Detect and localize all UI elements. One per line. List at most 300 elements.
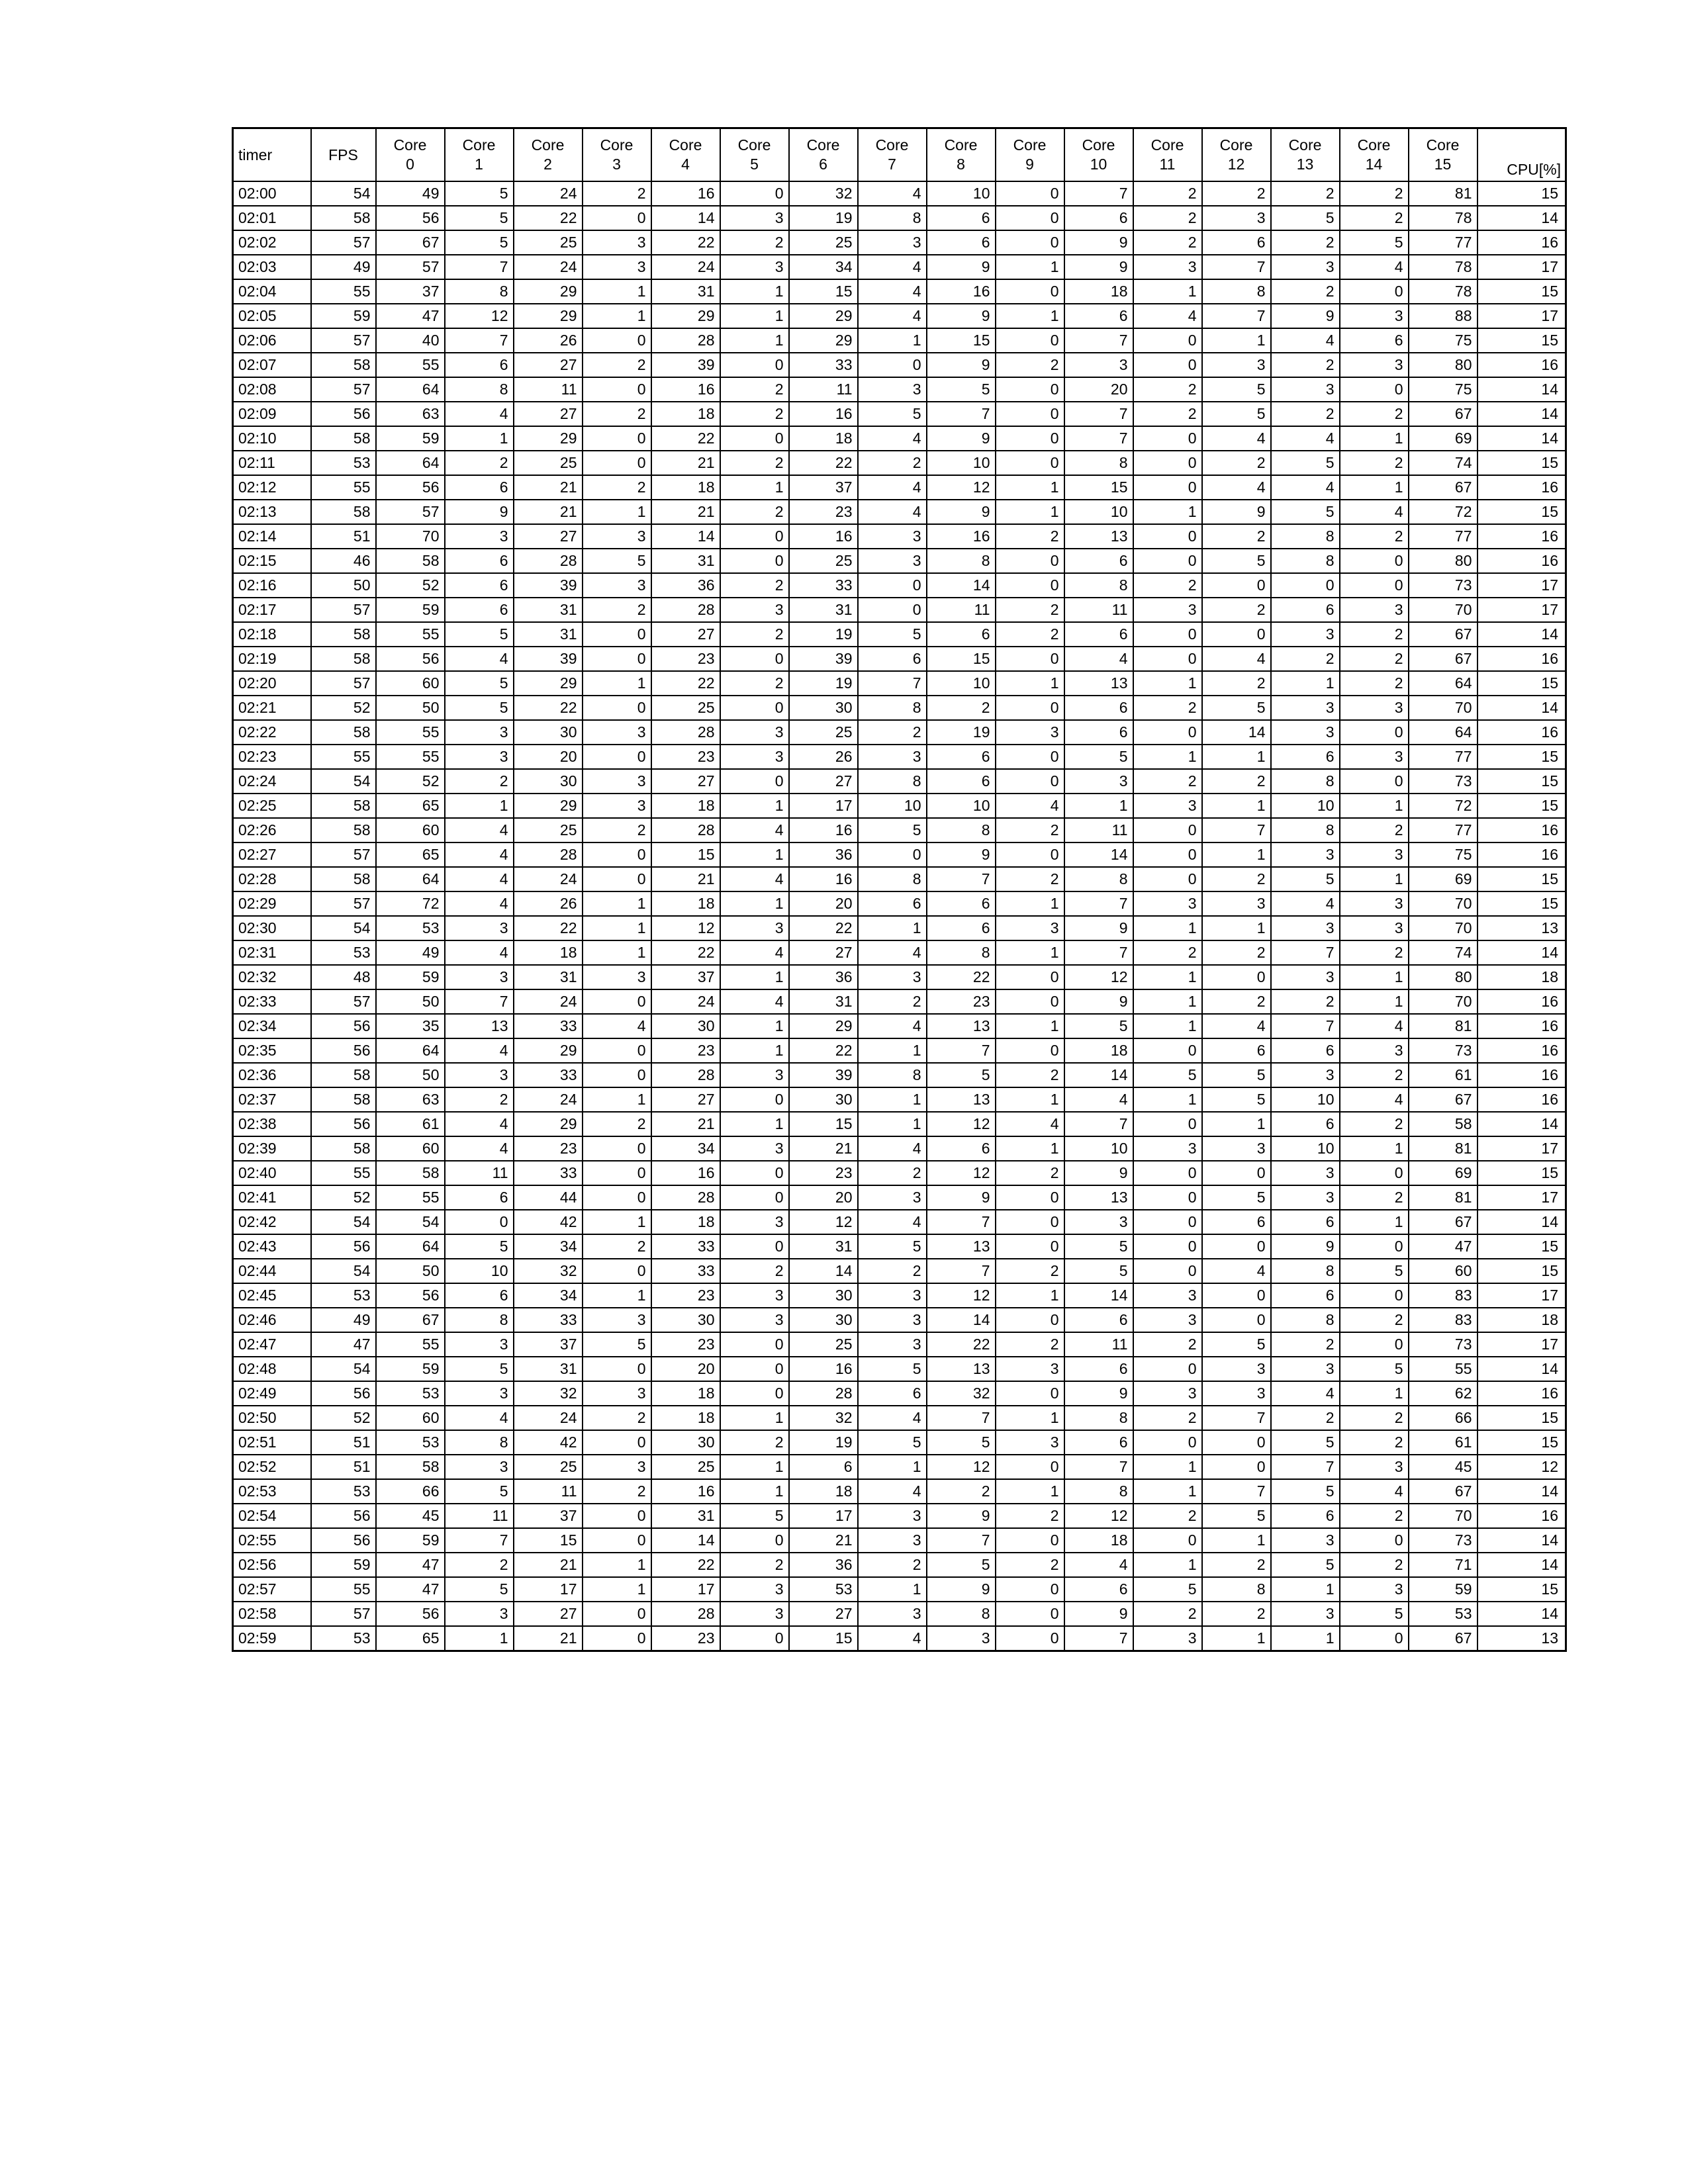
table-row — [233, 940, 1566, 965]
cell-core-4: 28 — [651, 1063, 720, 1087]
cell-core-13: 2 — [1271, 353, 1340, 377]
cell-core-8: 9 — [927, 842, 996, 867]
cell-cpu: 15 — [1477, 1259, 1566, 1283]
cell-core-11: 0 — [1133, 475, 1202, 500]
cell-core-4: 20 — [651, 1357, 720, 1381]
column-header-core-9 — [996, 128, 1064, 182]
cell-core-10: 7 — [1064, 328, 1133, 353]
cell-core-4: 18 — [651, 402, 720, 426]
cell-core-15: 70 — [1409, 1504, 1477, 1528]
cell-core-7: 3 — [858, 1185, 927, 1210]
cell-cpu: 14 — [1477, 377, 1566, 402]
cell-cpu: 15 — [1477, 1406, 1566, 1430]
cell-core-2: 29 — [514, 1038, 583, 1063]
cell-core-6: 27 — [789, 769, 858, 794]
cell-core-0: 58 — [376, 1455, 445, 1479]
cell-core-2: 31 — [514, 598, 583, 622]
cell-core-2: 20 — [514, 745, 583, 769]
cell-cpu: 15 — [1477, 1577, 1566, 1602]
cell-core-6: 30 — [789, 1308, 858, 1332]
cell-core-4: 23 — [651, 1038, 720, 1063]
cell-core-10: 20 — [1064, 377, 1133, 402]
cell-core-3: 0 — [583, 989, 651, 1014]
cell-core-11: 4 — [1133, 304, 1202, 328]
cell-core-4: 17 — [651, 1577, 720, 1602]
cell-core-9: 0 — [996, 1455, 1064, 1479]
cell-core-1: 3 — [445, 916, 514, 940]
cell-core-5: 0 — [720, 1185, 789, 1210]
cell-fps: 57 — [311, 1602, 376, 1626]
cell-core-7: 7 — [858, 671, 927, 696]
cell-core-4: 29 — [651, 304, 720, 328]
cell-fps: 57 — [311, 328, 376, 353]
cell-core-4: 16 — [651, 377, 720, 402]
table-row — [233, 1185, 1566, 1210]
cell-timer: 02:36 — [233, 1063, 311, 1087]
cell-core-8: 9 — [927, 255, 996, 279]
cell-core-11: 1 — [1133, 1553, 1202, 1577]
cell-cpu: 16 — [1477, 549, 1566, 573]
cell-core-12: 2 — [1202, 671, 1271, 696]
cell-core-13: 7 — [1271, 940, 1340, 965]
cell-cpu: 14 — [1477, 1112, 1566, 1136]
cell-core-0: 47 — [376, 1577, 445, 1602]
cell-core-2: 21 — [514, 1553, 583, 1577]
cell-core-6: 36 — [789, 965, 858, 989]
cell-core-10: 3 — [1064, 769, 1133, 794]
cell-core-7: 8 — [858, 696, 927, 720]
table-row — [233, 671, 1566, 696]
cell-core-10: 9 — [1064, 255, 1133, 279]
cell-timer: 02:35 — [233, 1038, 311, 1063]
cell-core-13: 4 — [1271, 328, 1340, 353]
cell-core-11: 5 — [1133, 1577, 1202, 1602]
cell-core-15: 47 — [1409, 1234, 1477, 1259]
cell-timer: 02:11 — [233, 451, 311, 475]
cell-core-2: 30 — [514, 769, 583, 794]
table-row — [233, 206, 1566, 230]
cell-core-0: 52 — [376, 573, 445, 598]
cell-core-5: 1 — [720, 1455, 789, 1479]
cell-fps: 58 — [311, 720, 376, 745]
cell-core-6: 15 — [789, 1626, 858, 1651]
cell-core-6: 17 — [789, 794, 858, 818]
cell-core-15: 81 — [1409, 1185, 1477, 1210]
cell-core-5: 1 — [720, 1406, 789, 1430]
cell-core-1: 4 — [445, 842, 514, 867]
cell-fps: 54 — [311, 916, 376, 940]
cell-timer: 02:22 — [233, 720, 311, 745]
cell-core-11: 0 — [1133, 549, 1202, 573]
cell-core-5: 3 — [720, 255, 789, 279]
cell-core-3: 3 — [583, 255, 651, 279]
cell-fps: 53 — [311, 1626, 376, 1651]
core-index-14: 14 — [1365, 156, 1383, 173]
cell-core-2: 27 — [514, 402, 583, 426]
cell-core-9: 0 — [996, 769, 1064, 794]
cell-core-9: 4 — [996, 1112, 1064, 1136]
cell-fps: 56 — [311, 1381, 376, 1406]
cell-core-2: 24 — [514, 867, 583, 891]
cell-cpu: 14 — [1477, 1357, 1566, 1381]
cell-core-2: 25 — [514, 451, 583, 475]
cell-core-4: 22 — [651, 426, 720, 451]
cell-timer: 02:15 — [233, 549, 311, 573]
cell-core-8: 8 — [927, 1602, 996, 1626]
cell-core-8: 5 — [927, 377, 996, 402]
cell-core-0: 55 — [376, 1185, 445, 1210]
cell-core-9: 1 — [996, 255, 1064, 279]
cell-core-11: 2 — [1133, 940, 1202, 965]
cell-core-1: 4 — [445, 1112, 514, 1136]
cell-cpu: 14 — [1477, 1210, 1566, 1234]
cell-core-10: 13 — [1064, 1185, 1133, 1210]
cell-core-6: 17 — [789, 1504, 858, 1528]
column-header-core-5 — [720, 128, 789, 182]
cell-cpu: 16 — [1477, 989, 1566, 1014]
cell-cpu: 17 — [1477, 1136, 1566, 1161]
cell-core-14: 5 — [1340, 1357, 1409, 1381]
cell-core-5: 2 — [720, 1553, 789, 1577]
cell-core-10: 7 — [1064, 1626, 1133, 1651]
core-index-13: 13 — [1296, 156, 1314, 173]
cell-core-14: 2 — [1340, 1430, 1409, 1455]
cell-core-1: 5 — [445, 1234, 514, 1259]
cell-core-0: 61 — [376, 1112, 445, 1136]
cell-cpu: 15 — [1477, 181, 1566, 206]
cell-core-8: 15 — [927, 647, 996, 671]
cell-core-6: 30 — [789, 696, 858, 720]
column-header-core-10 — [1064, 128, 1133, 182]
cell-core-7: 0 — [858, 598, 927, 622]
cell-core-9: 1 — [996, 1087, 1064, 1112]
cell-core-6: 32 — [789, 181, 858, 206]
cell-core-7: 2 — [858, 1553, 927, 1577]
cell-core-5: 0 — [720, 696, 789, 720]
cell-core-12: 7 — [1202, 1406, 1271, 1430]
cell-core-2: 17 — [514, 1577, 583, 1602]
cell-core-10: 7 — [1064, 402, 1133, 426]
cell-cpu: 16 — [1477, 720, 1566, 745]
table-row — [233, 989, 1566, 1014]
cell-core-6: 12 — [789, 1210, 858, 1234]
table-row — [233, 353, 1566, 377]
cell-core-13: 0 — [1271, 573, 1340, 598]
cell-core-13: 6 — [1271, 1210, 1340, 1234]
cell-fps: 56 — [311, 1112, 376, 1136]
cell-fps: 54 — [311, 1259, 376, 1283]
cell-core-0: 50 — [376, 989, 445, 1014]
cell-fps: 47 — [311, 1332, 376, 1357]
cell-core-6: 23 — [789, 500, 858, 524]
cell-core-3: 2 — [583, 353, 651, 377]
cell-core-15: 60 — [1409, 1259, 1477, 1283]
table-row — [233, 622, 1566, 647]
cell-core-3: 1 — [583, 940, 651, 965]
cell-core-14: 3 — [1340, 353, 1409, 377]
core-word-0: Core — [393, 136, 427, 154]
cell-fps: 53 — [311, 940, 376, 965]
cell-core-15: 70 — [1409, 891, 1477, 916]
cell-core-14: 4 — [1340, 255, 1409, 279]
cell-core-11: 0 — [1133, 1112, 1202, 1136]
table-row — [233, 549, 1566, 573]
cell-core-4: 21 — [651, 867, 720, 891]
cell-core-10: 6 — [1064, 549, 1133, 573]
cell-core-11: 1 — [1133, 965, 1202, 989]
cell-core-3: 0 — [583, 696, 651, 720]
cell-core-5: 4 — [720, 867, 789, 891]
cell-core-8: 10 — [927, 671, 996, 696]
cell-core-3: 3 — [583, 524, 651, 549]
cell-core-12: 0 — [1202, 1455, 1271, 1479]
cell-core-12: 2 — [1202, 1553, 1271, 1577]
cell-core-8: 6 — [927, 769, 996, 794]
cell-core-4: 18 — [651, 891, 720, 916]
cell-cpu: 15 — [1477, 891, 1566, 916]
cell-cpu: 17 — [1477, 255, 1566, 279]
cell-core-11: 2 — [1133, 1504, 1202, 1528]
cell-core-14: 2 — [1340, 1063, 1409, 1087]
cell-core-3: 0 — [583, 1161, 651, 1185]
cell-fps: 58 — [311, 353, 376, 377]
cell-core-5: 3 — [720, 598, 789, 622]
cell-core-14: 2 — [1340, 181, 1409, 206]
cell-core-10: 14 — [1064, 1283, 1133, 1308]
cell-core-5: 1 — [720, 842, 789, 867]
cell-core-1: 7 — [445, 989, 514, 1014]
cell-core-6: 33 — [789, 573, 858, 598]
cell-core-1: 11 — [445, 1504, 514, 1528]
cell-core-1: 12 — [445, 304, 514, 328]
cell-core-2: 30 — [514, 720, 583, 745]
cell-core-4: 25 — [651, 696, 720, 720]
cell-core-3: 5 — [583, 549, 651, 573]
cell-core-6: 27 — [789, 940, 858, 965]
cell-core-3: 0 — [583, 206, 651, 230]
cell-core-0: 47 — [376, 1553, 445, 1577]
cell-core-10: 14 — [1064, 1063, 1133, 1087]
cell-core-4: 39 — [651, 353, 720, 377]
cell-core-12: 1 — [1202, 916, 1271, 940]
cell-timer: 02:24 — [233, 769, 311, 794]
cell-core-11: 2 — [1133, 206, 1202, 230]
cell-core-11: 1 — [1133, 1479, 1202, 1504]
cell-core-1: 5 — [445, 622, 514, 647]
cell-fps: 56 — [311, 1528, 376, 1553]
cell-core-6: 19 — [789, 206, 858, 230]
cell-core-10: 3 — [1064, 1210, 1133, 1234]
cell-core-9: 0 — [996, 402, 1064, 426]
cell-core-12: 2 — [1202, 940, 1271, 965]
cell-core-0: 57 — [376, 500, 445, 524]
cell-core-1: 4 — [445, 867, 514, 891]
cell-core-14: 0 — [1340, 720, 1409, 745]
cell-core-6: 19 — [789, 622, 858, 647]
cell-fps: 46 — [311, 549, 376, 573]
table-row — [233, 1308, 1566, 1332]
cell-core-0: 64 — [376, 377, 445, 402]
cell-cpu: 15 — [1477, 500, 1566, 524]
cell-core-4: 24 — [651, 255, 720, 279]
cell-core-9: 0 — [996, 230, 1064, 255]
cell-core-5: 1 — [720, 1112, 789, 1136]
cell-core-8: 7 — [927, 1210, 996, 1234]
cell-core-10: 9 — [1064, 1161, 1133, 1185]
cell-core-8: 13 — [927, 1087, 996, 1112]
cell-core-13: 2 — [1271, 279, 1340, 304]
cell-core-1: 4 — [445, 1038, 514, 1063]
cell-core-13: 3 — [1271, 1602, 1340, 1626]
cell-core-3: 1 — [583, 1087, 651, 1112]
cell-core-14: 3 — [1340, 916, 1409, 940]
cell-core-9: 1 — [996, 304, 1064, 328]
cell-core-12: 8 — [1202, 279, 1271, 304]
cell-core-0: 57 — [376, 255, 445, 279]
cell-core-15: 73 — [1409, 1332, 1477, 1357]
cell-timer: 02:39 — [233, 1136, 311, 1161]
cell-core-10: 18 — [1064, 1528, 1133, 1553]
cell-core-8: 7 — [927, 867, 996, 891]
cell-core-8: 16 — [927, 524, 996, 549]
cell-core-15: 78 — [1409, 255, 1477, 279]
table-row — [233, 891, 1566, 916]
cell-core-1: 2 — [445, 1553, 514, 1577]
cell-core-9: 2 — [996, 867, 1064, 891]
cell-core-2: 11 — [514, 377, 583, 402]
cell-core-3: 2 — [583, 475, 651, 500]
cell-fps: 54 — [311, 181, 376, 206]
cell-core-0: 52 — [376, 769, 445, 794]
cell-core-0: 63 — [376, 402, 445, 426]
cell-core-2: 34 — [514, 1283, 583, 1308]
cell-core-10: 5 — [1064, 1259, 1133, 1283]
cell-core-7: 3 — [858, 549, 927, 573]
cell-core-5: 3 — [720, 1210, 789, 1234]
cell-core-15: 83 — [1409, 1283, 1477, 1308]
cell-core-1: 5 — [445, 206, 514, 230]
cell-core-12: 7 — [1202, 818, 1271, 842]
cell-core-13: 8 — [1271, 549, 1340, 573]
cell-core-1: 8 — [445, 1430, 514, 1455]
cell-cpu: 15 — [1477, 1234, 1566, 1259]
cell-core-12: 4 — [1202, 1014, 1271, 1038]
cell-core-15: 67 — [1409, 402, 1477, 426]
cell-core-2: 33 — [514, 1308, 583, 1332]
cell-core-2: 28 — [514, 549, 583, 573]
cell-core-1: 8 — [445, 279, 514, 304]
cell-core-15: 72 — [1409, 500, 1477, 524]
cell-fps: 58 — [311, 500, 376, 524]
cell-core-10: 9 — [1064, 989, 1133, 1014]
cell-core-11: 2 — [1133, 1332, 1202, 1357]
cell-core-7: 3 — [858, 1504, 927, 1528]
cell-core-7: 3 — [858, 230, 927, 255]
cell-core-13: 7 — [1271, 1014, 1340, 1038]
cell-core-0: 59 — [376, 965, 445, 989]
table-row — [233, 279, 1566, 304]
cell-core-15: 45 — [1409, 1455, 1477, 1479]
cell-core-6: 28 — [789, 1381, 858, 1406]
cell-core-10: 7 — [1064, 181, 1133, 206]
table-row — [233, 1430, 1566, 1455]
cell-core-14: 0 — [1340, 573, 1409, 598]
core-word-10: Core — [1082, 136, 1115, 154]
cell-core-0: 64 — [376, 1038, 445, 1063]
cell-core-8: 7 — [927, 402, 996, 426]
cell-core-14: 0 — [1340, 1161, 1409, 1185]
cell-core-0: 67 — [376, 230, 445, 255]
cell-core-8: 10 — [927, 794, 996, 818]
cell-core-0: 54 — [376, 1210, 445, 1234]
cell-core-15: 64 — [1409, 720, 1477, 745]
cell-core-0: 45 — [376, 1504, 445, 1528]
cell-timer: 02:31 — [233, 940, 311, 965]
cell-core-3: 3 — [583, 769, 651, 794]
table-row — [233, 1063, 1566, 1087]
cell-fps: 51 — [311, 524, 376, 549]
cell-timer: 02:21 — [233, 696, 311, 720]
cell-timer: 02:29 — [233, 891, 311, 916]
cell-cpu: 17 — [1477, 573, 1566, 598]
cell-core-4: 30 — [651, 1308, 720, 1332]
cell-core-0: 50 — [376, 696, 445, 720]
cell-timer: 02:55 — [233, 1528, 311, 1553]
core-word-12: Core — [1219, 136, 1253, 154]
cell-core-4: 28 — [651, 1602, 720, 1626]
cell-core-7: 3 — [858, 1602, 927, 1626]
cell-core-1: 5 — [445, 671, 514, 696]
cell-core-2: 29 — [514, 279, 583, 304]
cell-fps: 54 — [311, 1357, 376, 1381]
cell-core-7: 4 — [858, 1014, 927, 1038]
cell-cpu: 15 — [1477, 1430, 1566, 1455]
cell-core-0: 58 — [376, 549, 445, 573]
cell-core-10: 6 — [1064, 206, 1133, 230]
cell-core-4: 16 — [651, 181, 720, 206]
cell-core-10: 8 — [1064, 1479, 1133, 1504]
cell-core-7: 4 — [858, 181, 927, 206]
cell-core-2: 21 — [514, 475, 583, 500]
cell-core-9: 0 — [996, 328, 1064, 353]
cell-timer: 02:45 — [233, 1283, 311, 1308]
cell-core-14: 3 — [1340, 1577, 1409, 1602]
cell-core-9: 2 — [996, 1161, 1064, 1185]
table-row — [233, 1210, 1566, 1234]
cell-core-0: 59 — [376, 426, 445, 451]
cell-core-12: 5 — [1202, 1185, 1271, 1210]
cell-core-4: 23 — [651, 1626, 720, 1651]
cell-core-13: 6 — [1271, 745, 1340, 769]
cell-core-8: 6 — [927, 916, 996, 940]
cell-core-0: 56 — [376, 1602, 445, 1626]
cell-fps: 57 — [311, 377, 376, 402]
cell-core-9: 0 — [996, 1528, 1064, 1553]
cell-cpu: 15 — [1477, 794, 1566, 818]
core-word-4: Core — [669, 136, 702, 154]
table-row — [233, 1626, 1566, 1651]
cell-core-12: 9 — [1202, 500, 1271, 524]
cell-core-2: 27 — [514, 524, 583, 549]
cell-fps: 48 — [311, 965, 376, 989]
cell-core-6: 18 — [789, 426, 858, 451]
column-header-cpu: CPU[%] — [1477, 128, 1566, 182]
cell-core-1: 5 — [445, 1479, 514, 1504]
cell-core-6: 31 — [789, 989, 858, 1014]
cell-cpu: 16 — [1477, 1038, 1566, 1063]
core-word-6: Core — [806, 136, 840, 154]
cell-core-2: 29 — [514, 1112, 583, 1136]
